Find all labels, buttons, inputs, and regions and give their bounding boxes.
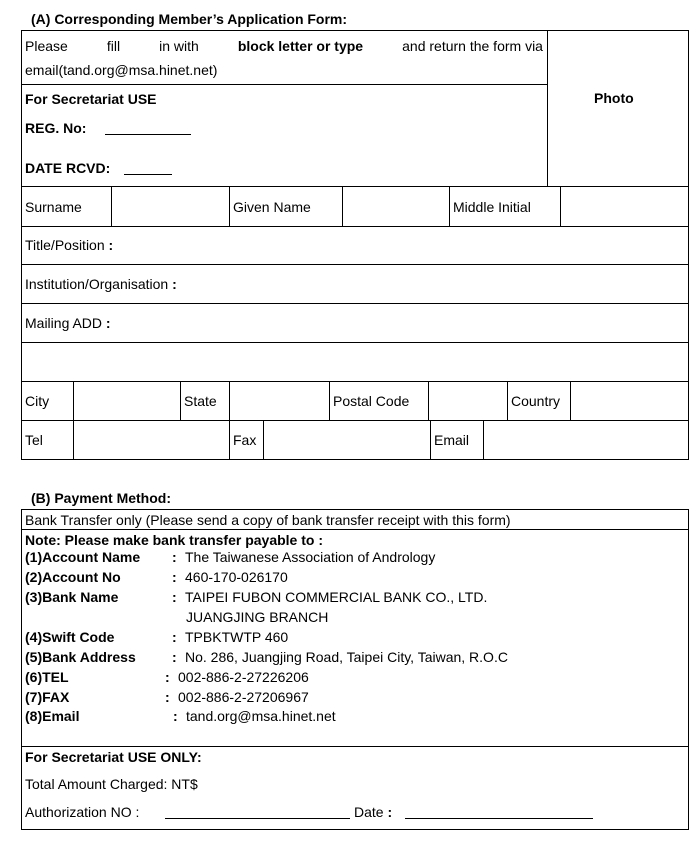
bank-detail-separator: : [165, 669, 170, 685]
date-field[interactable] [405, 818, 593, 819]
mailing-add-label [25, 315, 111, 331]
title-position-text: Title/Position [25, 237, 105, 253]
state-field[interactable] [230, 382, 329, 420]
postal-code-label: Postal Code [333, 393, 410, 409]
bank-detail-separator: : [172, 589, 177, 605]
bank-detail-label: (7)FAX [25, 689, 70, 705]
middle-initial-field[interactable] [561, 187, 688, 226]
instr-bold: block letter or type [237, 38, 364, 54]
bank-detail-value: 460-170-026170 [185, 569, 288, 585]
colon: : [105, 315, 111, 331]
reg-no-label: REG. No: [25, 120, 87, 136]
instructions-email: email(tand.org@msa.hinet.net) [25, 62, 218, 78]
fax-field[interactable] [264, 421, 430, 460]
section-a-title: (A) Corresponding Member’s Application Form: [31, 11, 348, 27]
tel-field[interactable] [74, 421, 229, 460]
col-divider [507, 381, 508, 420]
row-divider [21, 529, 689, 530]
row-divider [21, 746, 689, 747]
given-name-field[interactable] [343, 187, 449, 226]
photo-label: Photo [594, 90, 634, 106]
bank-detail-label: (8)Email [25, 708, 80, 724]
payable-note: Note: Please make bank transfer payable to : [25, 532, 323, 548]
instr-word-3: in with [159, 38, 199, 54]
colon: : [172, 276, 177, 292]
bank-detail-separator: : [172, 629, 177, 645]
title-position-label [25, 237, 113, 253]
mailing-add-field-line2[interactable] [22, 343, 688, 381]
bank-detail-value: 002-886-2-27206967 [178, 689, 309, 705]
secretariat-only-label: For Secretariat USE ONLY: [25, 749, 202, 765]
bank-detail-label: (6)TEL [25, 669, 69, 685]
fax-label: Fax [233, 432, 257, 448]
date-rcvd-field[interactable] [124, 174, 172, 175]
date-label [354, 804, 392, 820]
col-divider [229, 186, 230, 226]
authorization-field[interactable] [165, 818, 350, 819]
surname-label: Surname [25, 199, 82, 215]
state-label: State [184, 393, 217, 409]
email-field[interactable] [484, 421, 688, 460]
city-field[interactable] [74, 382, 180, 420]
bank-detail-label: (2)Account No [25, 569, 121, 585]
bank-detail-separator: : [173, 708, 178, 724]
bank-detail-value: JUANGJING BRANCH [186, 609, 329, 625]
photo-box[interactable] [548, 31, 688, 185]
reg-no-field[interactable] [105, 134, 191, 135]
colon: : [108, 237, 114, 253]
col-divider [229, 420, 230, 460]
tel-label: Tel [25, 432, 43, 448]
bank-detail-value: The Taiwanese Association of Andrology [185, 549, 436, 565]
city-label: City [25, 393, 50, 409]
section-b-title: (B) Payment Method: [31, 490, 171, 506]
institution-text: Institution/Organisation [25, 276, 169, 292]
col-divider [329, 381, 330, 420]
col-divider [180, 381, 181, 420]
instr-word-1: Please [25, 38, 68, 54]
bank-detail-value: TPBKTWTP 460 [185, 629, 289, 645]
email-label: Email [434, 432, 470, 448]
instr-word-2: fill [106, 38, 121, 54]
country-label: Country [511, 393, 561, 409]
col-divider [449, 186, 450, 226]
bank-detail-value: No. 286, Juangjing Road, Taipei City, Taiwan, R.O.C [185, 649, 508, 665]
colon: : [387, 804, 393, 820]
bank-detail-label: (1)Account Name [25, 549, 141, 565]
col-divider [430, 420, 431, 460]
bank-detail-separator: : [172, 569, 177, 585]
instr-word-4: and return the form via [402, 38, 543, 54]
postal-code-field[interactable] [429, 382, 507, 420]
bank-detail-value: 002-886-2-27226206 [178, 669, 309, 685]
secretariat-use-label: For Secretariat USE [25, 91, 157, 107]
institution-label [25, 276, 177, 292]
bank-detail-label: (4)Swift Code [25, 629, 115, 645]
authorization-label: Authorization NO : [25, 804, 140, 820]
given-name-label: Given Name [233, 199, 311, 215]
bank-detail-separator: : [172, 649, 177, 665]
date-text: Date [354, 804, 384, 820]
title-position-field[interactable] [140, 227, 688, 264]
bank-detail-value: tand.org@msa.hinet.net [186, 708, 336, 724]
total-amount-label: Total Amount Charged: NT$ [25, 776, 198, 792]
mailing-add-field[interactable] [140, 304, 688, 342]
bank-detail-separator: : [165, 689, 170, 705]
row-divider [21, 84, 547, 85]
mailing-add-text: Mailing ADD [25, 315, 103, 331]
bank-detail-label: (3)Bank Name [25, 589, 119, 605]
country-field[interactable] [571, 382, 688, 420]
bank-detail-value: TAIPEI FUBON COMMERCIAL BANK CO., LTD. [185, 589, 488, 605]
bank-transfer-note: Bank Transfer only (Please send a copy of bank transfer receipt with this form) [25, 512, 511, 528]
bank-detail-separator: : [172, 549, 177, 565]
bank-detail-label: (5)Bank Address [25, 649, 136, 665]
date-rcvd-label: DATE RCVD: [25, 160, 111, 176]
middle-initial-label: Middle Initial [453, 199, 531, 215]
instructions-line [25, 38, 543, 54]
surname-field[interactable] [112, 187, 229, 226]
institution-field[interactable] [212, 265, 688, 303]
